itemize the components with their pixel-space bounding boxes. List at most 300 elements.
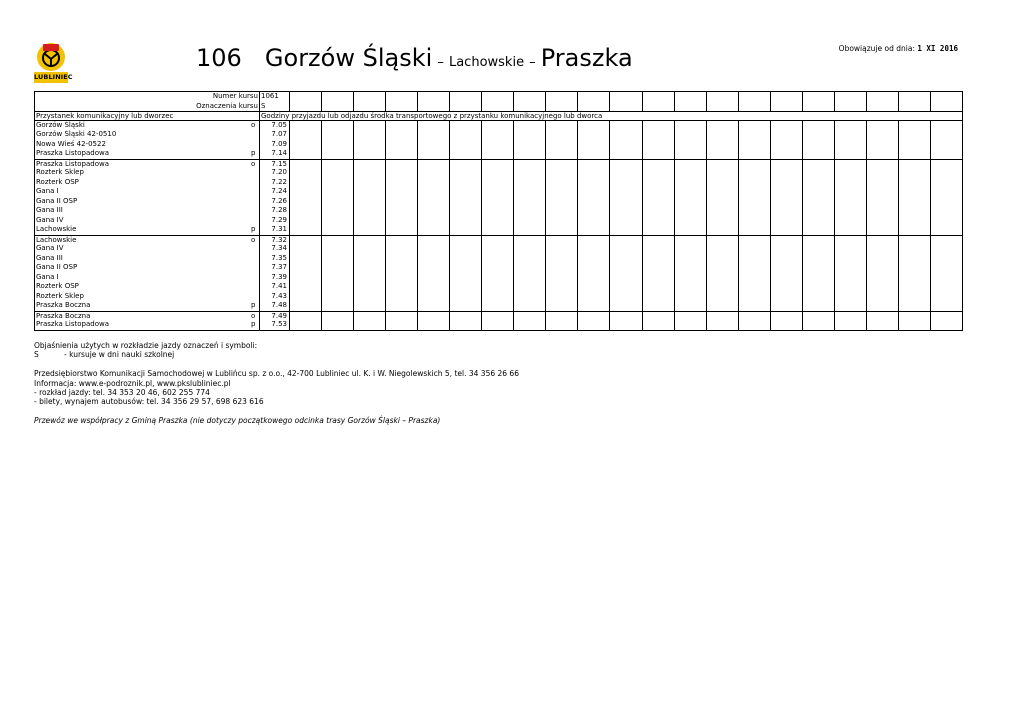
empty-cell (578, 244, 610, 254)
empty-cell (418, 197, 450, 207)
empty-cell (739, 216, 771, 226)
empty-cell (675, 178, 707, 188)
empty-cell (643, 292, 675, 302)
empty-cell (931, 225, 962, 235)
empty-cell (899, 273, 931, 283)
empty-cell (739, 102, 771, 112)
empty-cell (803, 244, 835, 254)
table-row (35, 197, 962, 207)
empty-cell (290, 178, 322, 188)
empty-cell (290, 160, 322, 169)
empty-cell (867, 168, 899, 178)
table-row (35, 159, 962, 169)
empty-cell (290, 312, 322, 321)
column-header-row (35, 111, 962, 121)
empty-cell (867, 92, 899, 102)
stop-name: Rozterk Sklep (36, 291, 84, 300)
empty-cell (418, 206, 450, 216)
empty-cell (867, 130, 899, 140)
empty-cell (803, 292, 835, 302)
empty-cell (450, 301, 482, 311)
empty-cell (546, 197, 578, 207)
stop-flag: p (251, 301, 256, 309)
empty-cell (707, 292, 739, 302)
table-row (35, 178, 962, 188)
empty-cell (354, 216, 386, 226)
empty-cell (899, 160, 931, 169)
empty-cell (450, 312, 482, 321)
empty-cell (482, 254, 514, 264)
empty-cell (290, 254, 322, 264)
empty-cell (771, 168, 803, 178)
stop-name: Gana III (36, 253, 63, 262)
empty-cell (867, 244, 899, 254)
empty-cell (867, 197, 899, 207)
departure-time: 7.32 (259, 236, 290, 245)
table-row (35, 311, 962, 321)
timetable (34, 91, 963, 331)
stop-flag: o (251, 120, 256, 129)
empty-cell (482, 320, 514, 330)
empty-cell (867, 320, 899, 330)
empty-cell (354, 273, 386, 283)
empty-cell (418, 149, 450, 159)
departure-time: 7.26 (259, 197, 290, 207)
table-row (35, 235, 962, 245)
empty-cell (514, 292, 546, 302)
empty-cell (835, 282, 867, 292)
empty-cell (418, 178, 450, 188)
empty-cell (931, 216, 962, 226)
departure-time: 7.31 (259, 225, 290, 235)
empty-cell (899, 225, 931, 235)
departure-time: 7.41 (259, 282, 290, 292)
stop-name: Gorzów Śląski (36, 120, 85, 129)
empty-cell (803, 273, 835, 283)
empty-cell (771, 149, 803, 159)
empty-cell (322, 301, 354, 311)
empty-cell (867, 236, 899, 245)
empty-cell (931, 273, 962, 283)
empty-cell (835, 244, 867, 254)
empty-cell (739, 168, 771, 178)
empty-cell (578, 263, 610, 273)
stop-name: Gana I (36, 272, 59, 281)
empty-cell (514, 187, 546, 197)
table-row (35, 206, 962, 216)
empty-cell (739, 121, 771, 131)
empty-cell (386, 282, 418, 292)
empty-cell (675, 282, 707, 292)
empty-cell (514, 282, 546, 292)
empty-cell (643, 140, 675, 150)
empty-cell (578, 130, 610, 140)
empty-cell (867, 178, 899, 188)
empty-cell (803, 160, 835, 169)
empty-cell (835, 216, 867, 226)
empty-cell (418, 273, 450, 283)
empty-cell (707, 225, 739, 235)
empty-cell (867, 225, 899, 235)
schedule-phone: - rozkład jazdy: tel. 34 353 20 46, 602 255 774 (34, 388, 210, 398)
empty-cell (707, 244, 739, 254)
empty-cell (835, 320, 867, 330)
empty-cell (899, 92, 931, 102)
empty-cell (899, 236, 931, 245)
empty-cell (450, 216, 482, 226)
empty-cell (290, 168, 322, 178)
empty-cell (354, 312, 386, 321)
empty-cell (707, 140, 739, 150)
empty-cell (707, 149, 739, 159)
empty-cell (578, 168, 610, 178)
empty-cell (418, 187, 450, 197)
empty-cell (931, 312, 962, 321)
empty-cell (739, 197, 771, 207)
empty-cell (771, 102, 803, 112)
empty-cell (450, 168, 482, 178)
empty-cell (675, 121, 707, 131)
empty-cell (450, 149, 482, 159)
empty-cell (771, 273, 803, 283)
empty-cell (610, 312, 642, 321)
empty-cell (546, 301, 578, 311)
empty-cell (386, 263, 418, 273)
empty-cell (899, 197, 931, 207)
empty-cell (386, 92, 418, 102)
empty-cell (418, 301, 450, 311)
table-row (35, 216, 962, 226)
empty-cell (675, 312, 707, 321)
carrier-note: Przewóz we współpracy z Gminą Praszka (nie dotyczy początkowego odcinka trasy Gorzów Śląski – Praszka) (34, 416, 441, 426)
empty-cell (386, 178, 418, 188)
empty-cell (610, 292, 642, 302)
departure-time: 7.20 (259, 168, 290, 178)
empty-cell (322, 263, 354, 273)
table-row (35, 282, 962, 292)
empty-cell (899, 282, 931, 292)
empty-cell (739, 292, 771, 302)
empty-cell (514, 160, 546, 169)
stop-flag (251, 140, 259, 150)
company-info: Przedsiębiorstwo Komunikacji Samochodowej w Lublińcu sp. z o.o., 42-700 Lubliniec ul. K. i W. Niegolewskich 5, tel. 34 356 26 66 (34, 369, 519, 379)
empty-cell (386, 121, 418, 131)
empty-cell (578, 225, 610, 235)
route-via: Lachowskie (448, 55, 525, 70)
empty-cell (482, 244, 514, 254)
empty-cell (867, 263, 899, 273)
stop-flag: o (251, 235, 256, 244)
departure-time: 7.28 (259, 206, 290, 216)
empty-cell (450, 160, 482, 169)
empty-cell (546, 160, 578, 169)
empty-cell (931, 197, 962, 207)
info-links: Informacja: www.e-podroznik.pl, www.pkslubliniec.pl (34, 378, 231, 388)
empty-cell (354, 244, 386, 254)
empty-cell (707, 197, 739, 207)
empty-cell (675, 273, 707, 283)
empty-cell (707, 92, 739, 102)
empty-cell (899, 140, 931, 150)
empty-cell (546, 273, 578, 283)
course-number-value: 1061 (259, 92, 290, 102)
empty-cell (354, 236, 386, 245)
empty-cell (899, 263, 931, 273)
stop-flag (251, 178, 259, 188)
empty-cell (899, 168, 931, 178)
empty-cell (803, 216, 835, 226)
valid-from (839, 44, 958, 53)
empty-cell (386, 236, 418, 245)
empty-cell (482, 216, 514, 226)
stop-name: Rozterk OSP (36, 177, 79, 186)
empty-cell (707, 187, 739, 197)
empty-cell (867, 187, 899, 197)
empty-cell (546, 178, 578, 188)
empty-cell (835, 273, 867, 283)
empty-cell (290, 206, 322, 216)
empty-cell (739, 254, 771, 264)
empty-cell (546, 102, 578, 112)
empty-cell (514, 168, 546, 178)
empty-cell (899, 254, 931, 264)
empty-cell (354, 102, 386, 112)
empty-cell (578, 140, 610, 150)
empty-cell (643, 197, 675, 207)
empty-cell (931, 121, 962, 131)
empty-cell (610, 130, 642, 140)
empty-cell (643, 130, 675, 140)
empty-cell (322, 168, 354, 178)
empty-cell (546, 187, 578, 197)
empty-cell (610, 216, 642, 226)
empty-cell (290, 320, 322, 330)
empty-cell (771, 254, 803, 264)
empty-cell (546, 168, 578, 178)
empty-cell (322, 149, 354, 159)
empty-cell (450, 206, 482, 216)
empty-cell (450, 273, 482, 283)
empty-cell (835, 92, 867, 102)
empty-cell (707, 254, 739, 264)
course-number-row (35, 92, 962, 102)
empty-cell (675, 130, 707, 140)
empty-cell (643, 282, 675, 292)
empty-cell (771, 121, 803, 131)
empty-cell (899, 121, 931, 131)
table-row (35, 130, 962, 140)
empty-cell (450, 197, 482, 207)
stop-flag (251, 168, 259, 178)
empty-cell (418, 121, 450, 131)
table-row (35, 225, 962, 235)
empty-cell (803, 206, 835, 216)
stop-name: Praszka Listopadowa (36, 149, 110, 157)
empty-cell (354, 149, 386, 159)
empty-cell (322, 225, 354, 235)
empty-cell (739, 312, 771, 321)
empty-cell (322, 273, 354, 283)
empty-cell (514, 121, 546, 131)
table-row (35, 292, 962, 302)
empty-cell (418, 320, 450, 330)
empty-cell (707, 168, 739, 178)
empty-cell (675, 168, 707, 178)
stop-name: Rozterk OSP (36, 282, 79, 290)
empty-cell (386, 206, 418, 216)
empty-cell (418, 168, 450, 178)
empty-cell (322, 187, 354, 197)
empty-cell (675, 254, 707, 264)
times-column-header: Godziny przyjazdu lub odjazdu środka transportowego z przystanku komunikacyjnego lub dworca (259, 112, 962, 120)
empty-cell (803, 301, 835, 311)
empty-cell (867, 301, 899, 311)
empty-cell (322, 140, 354, 150)
stop-flag (251, 292, 259, 302)
empty-cell (771, 178, 803, 188)
empty-cell (643, 273, 675, 283)
empty-cell (386, 130, 418, 140)
empty-cell (675, 187, 707, 197)
empty-cell (675, 197, 707, 207)
empty-cell (386, 225, 418, 235)
empty-cell (610, 206, 642, 216)
empty-cell (931, 187, 962, 197)
empty-cell (739, 282, 771, 292)
empty-cell (322, 236, 354, 245)
empty-cell (867, 312, 899, 321)
empty-cell (899, 301, 931, 311)
stop-name: Gana II OSP (36, 196, 78, 205)
empty-cell (418, 244, 450, 254)
table-row (35, 149, 962, 159)
table-row (35, 254, 962, 264)
empty-cell (386, 254, 418, 264)
empty-cell (290, 282, 322, 292)
empty-cell (867, 102, 899, 112)
departure-time: 7.37 (259, 263, 290, 273)
empty-cell (322, 254, 354, 264)
stop-flag (251, 282, 259, 292)
empty-cell (450, 121, 482, 131)
empty-cell (835, 178, 867, 188)
departure-time: 7.34 (259, 244, 290, 254)
logo-label: LUBLINIEC (34, 73, 73, 81)
empty-cell (643, 187, 675, 197)
empty-cell (322, 160, 354, 169)
empty-cell (578, 254, 610, 264)
empty-cell (835, 160, 867, 169)
empty-cell (290, 273, 322, 283)
departure-time: 7.14 (259, 149, 290, 159)
empty-cell (290, 149, 322, 159)
empty-cell (514, 197, 546, 207)
empty-cell (482, 140, 514, 150)
empty-cell (514, 301, 546, 311)
empty-cell (546, 312, 578, 321)
timetable-rows (35, 121, 962, 330)
empty-cell (771, 282, 803, 292)
stop-flag (251, 216, 259, 226)
empty-cell (354, 130, 386, 140)
departure-time: 7.49 (259, 312, 290, 321)
empty-cell (675, 301, 707, 311)
empty-cell (739, 149, 771, 159)
stop-name: Gana I (36, 187, 59, 195)
empty-cell (707, 216, 739, 226)
empty-cell (610, 301, 642, 311)
route-number: 106 (196, 44, 242, 72)
course-number-label: Numer kursu (212, 92, 258, 100)
empty-cell (803, 121, 835, 131)
empty-cell (610, 160, 642, 169)
empty-cell (354, 263, 386, 273)
departure-time: 7.09 (259, 140, 290, 150)
empty-cell (675, 149, 707, 159)
empty-cell (803, 168, 835, 178)
empty-cell (803, 102, 835, 112)
empty-cell (450, 102, 482, 112)
empty-cell (546, 92, 578, 102)
empty-cell (899, 216, 931, 226)
empty-cell (514, 236, 546, 245)
empty-cell (835, 225, 867, 235)
empty-cell (803, 130, 835, 140)
empty-cell (771, 263, 803, 273)
empty-cell (803, 140, 835, 150)
empty-cell (546, 292, 578, 302)
empty-cell (418, 292, 450, 302)
stop-flag: p (251, 225, 256, 233)
empty-cell (514, 244, 546, 254)
empty-cell (803, 254, 835, 264)
empty-cell (322, 178, 354, 188)
empty-columns (290, 102, 962, 112)
empty-cell (610, 263, 642, 273)
empty-cell (643, 178, 675, 188)
empty-cell (322, 206, 354, 216)
empty-cell (322, 320, 354, 330)
empty-cell (578, 292, 610, 302)
empty-cell (578, 121, 610, 131)
stop-name: Gorzów Śląski 42-0510 (36, 130, 117, 138)
course-marks-label: Oznaczenia kursu (196, 101, 258, 110)
empty-cell (610, 121, 642, 131)
empty-cell (675, 140, 707, 150)
empty-cell (322, 216, 354, 226)
empty-cell (546, 236, 578, 245)
empty-cell (482, 263, 514, 273)
empty-cell (739, 130, 771, 140)
empty-cell (578, 187, 610, 197)
empty-cell (610, 197, 642, 207)
empty-cell (610, 320, 642, 330)
empty-cell (803, 92, 835, 102)
empty-cell (514, 320, 546, 330)
empty-cell (578, 102, 610, 112)
empty-cell (482, 236, 514, 245)
empty-cell (771, 187, 803, 197)
empty-cell (610, 149, 642, 159)
empty-cell (354, 292, 386, 302)
empty-cell (771, 312, 803, 321)
empty-cell (514, 216, 546, 226)
empty-cell (707, 206, 739, 216)
empty-cell (322, 282, 354, 292)
empty-cell (386, 292, 418, 302)
empty-cell (610, 254, 642, 264)
empty-cell (867, 160, 899, 169)
